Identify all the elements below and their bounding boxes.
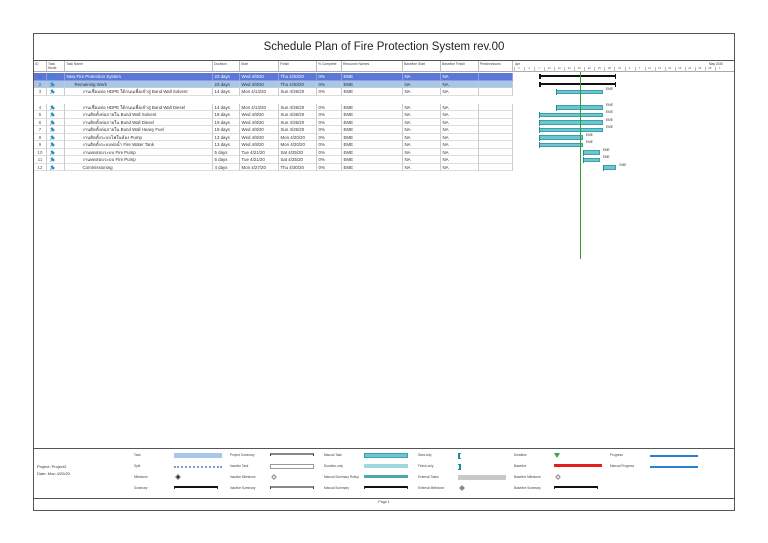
cell-pct[interactable]: 0% (317, 149, 342, 157)
cell-duration[interactable]: 19 days (213, 119, 240, 127)
cell-bfinish[interactable]: NA (441, 156, 479, 164)
print-page (33, 33, 735, 511)
cell-name[interactable]: งานติดตั้งท่อภายใน Bund Wall Heavy Fuel (65, 126, 213, 134)
cell-bfinish[interactable]: NA (441, 141, 479, 149)
legend-swatch-task (174, 453, 222, 458)
cell-duration[interactable]: 5 days (213, 156, 240, 164)
task-bar-resource-label: EME (606, 110, 613, 114)
col-header-duration[interactable]: Duration (213, 61, 240, 72)
cell-bstart[interactable]: NA (403, 149, 441, 157)
legend-swatch-bsummary (554, 486, 598, 489)
timescale-gridline (705, 67, 706, 72)
timescale-tick: 19 (678, 67, 682, 70)
legend-swatch-bmilestone (555, 474, 561, 480)
cell-finish[interactable]: Sat 4/25/20 (279, 156, 317, 164)
task-bar-resource-label: EME (585, 132, 593, 137)
task-bar[interactable] (539, 113, 603, 118)
cell-bstart[interactable]: NA (403, 88, 441, 96)
cell-id[interactable]: 10 (34, 149, 47, 157)
legend-swatch-deadline (554, 453, 560, 458)
legend-label-isummary: Inactive Summary (230, 486, 256, 490)
legend-label-external: External Tasks (418, 475, 439, 479)
timescale-tick: 25 (698, 67, 702, 70)
cell-start[interactable]: Wed 4/8/20 (240, 141, 279, 149)
cell-finish[interactable]: Sun 4/26/20 (279, 111, 317, 119)
cell-pct[interactable]: 0% (317, 156, 342, 164)
cell-duration[interactable]: 13 days (213, 134, 240, 142)
cell-resource[interactable]: EME (342, 126, 403, 134)
cell-start[interactable]: Mon 4/13/20 (240, 88, 279, 96)
col-header-pct[interactable]: % Complete (317, 61, 342, 72)
cell-pred[interactable] (479, 141, 513, 149)
cell-pct[interactable]: 0% (317, 126, 342, 134)
timescale-tick: 25 (597, 67, 601, 70)
timescale-gridline (645, 67, 646, 72)
cell-id[interactable]: 7 (34, 126, 47, 134)
legend-label-psummary: Project Summary (230, 453, 255, 457)
cell-id[interactable]: 3 (34, 88, 47, 96)
task-mode-icon[interactable] (47, 119, 65, 127)
cell-pct[interactable]: 0% (317, 111, 342, 119)
table-row[interactable] (34, 156, 513, 164)
cell-pct[interactable]: 0% (317, 164, 342, 172)
footer-divider (34, 498, 734, 499)
legend-swatch-external (458, 475, 506, 480)
legend-label-split: Split (134, 464, 141, 468)
timescale-tick: 13 (658, 67, 662, 70)
cell-pct[interactable]: 0% (317, 81, 342, 89)
timescale-month-may: May 2020 (709, 62, 723, 66)
legend-label-bsummary: Baseline Summary (514, 486, 541, 490)
cell-bfinish[interactable]: NA (441, 149, 479, 157)
cell-start[interactable]: Wed 4/8/20 (240, 73, 279, 81)
task-mode-icon[interactable] (47, 73, 65, 81)
cell-pred[interactable] (479, 104, 513, 112)
legend-label-bmilestone: Baseline Milestone (514, 475, 541, 479)
legend-swatch-imilestone (271, 474, 277, 480)
timescale-gridline (554, 67, 555, 72)
task-mode-icon[interactable] (47, 126, 65, 134)
cell-bfinish[interactable]: NA (441, 73, 479, 81)
col-header-start[interactable]: Start (240, 61, 279, 72)
timescale-gridline (665, 67, 666, 72)
task-mode-icon[interactable] (47, 88, 65, 96)
timescale-tick: 16 (668, 67, 672, 70)
cell-pct[interactable]: 0% (317, 141, 342, 149)
cell-duration[interactable]: 23 days (213, 81, 240, 89)
table-row[interactable] (34, 73, 513, 81)
cell-pred[interactable] (479, 88, 513, 96)
legend-swatch-duration (364, 464, 408, 468)
cell-finish[interactable]: Thu 4/30/20 (279, 164, 317, 172)
task-bar-resource-label: EME (606, 125, 613, 129)
cell-pred[interactable] (479, 149, 513, 157)
page-title: Schedule Plan of Fire Protection System rev.00 (263, 41, 505, 53)
task-bar[interactable] (539, 120, 603, 125)
legend-label-deadline: Deadline (514, 453, 527, 457)
cell-pct[interactable]: 0% (317, 88, 342, 96)
legend-swatch-isummary (270, 486, 314, 489)
summary-bar[interactable] (539, 83, 616, 85)
cell-finish[interactable]: Mon 4/20/20 (279, 134, 317, 142)
col-header-finish[interactable]: Finish (279, 61, 317, 72)
project-info (37, 463, 70, 477)
cell-resource[interactable]: EME (342, 134, 403, 142)
task-bar-resource-label: EME (619, 162, 627, 167)
cell-start[interactable]: Mon 4/27/20 (240, 164, 279, 172)
timescale-gridline (715, 67, 716, 72)
cell-name[interactable]: Commissioning (65, 164, 213, 172)
cell-bfinish[interactable]: NA (441, 126, 479, 134)
cell-id[interactable]: 11 (34, 156, 47, 164)
cell-bstart[interactable]: NA (403, 73, 441, 81)
cell-pct[interactable]: 0% (317, 73, 342, 81)
legend-label-rollup: Manual Summary Rollup (324, 475, 359, 479)
cell-bfinish[interactable]: NA (441, 119, 479, 127)
task-bar[interactable] (539, 128, 603, 133)
task-mode-icon[interactable] (47, 104, 65, 112)
legend-swatch-inactive (270, 464, 314, 469)
timescale-gridline (574, 67, 575, 72)
timescale-tick: 10 (547, 67, 551, 70)
cell-pct[interactable]: 0% (317, 119, 342, 127)
timescale-gridline (514, 67, 515, 72)
cell-resource[interactable]: EME (342, 104, 403, 112)
cell-bstart[interactable]: NA (403, 156, 441, 164)
task-bar[interactable] (583, 158, 600, 163)
task-bar-start-marker (583, 157, 584, 163)
table-row[interactable] (34, 164, 513, 172)
task-mode-icon[interactable] (47, 149, 65, 157)
task-mode-icon[interactable] (47, 156, 65, 164)
cell-duration[interactable]: 13 days (213, 141, 240, 149)
task-bar[interactable] (539, 143, 583, 148)
timescale-tick: 1 (719, 67, 721, 70)
cell-pct[interactable]: 0% (317, 104, 342, 112)
legend-swatch-summary (174, 486, 218, 489)
task-bar-start-marker (556, 89, 557, 95)
task-bar-resource-label: EME (606, 117, 613, 122)
timescale-tick: 31 (618, 67, 621, 70)
task-bar[interactable] (603, 165, 616, 170)
task-bar[interactable] (539, 135, 583, 140)
table-row[interactable] (34, 88, 513, 96)
timescale-tick: 22 (587, 67, 591, 70)
legend-swatch-progress (650, 455, 698, 457)
legend-swatch-psummary (270, 453, 314, 456)
cell-finish[interactable]: Mon 4/20/20 (279, 141, 317, 149)
cell-bstart[interactable]: NA (403, 81, 441, 89)
task-mode-icon[interactable] (47, 164, 65, 172)
table-row[interactable] (34, 134, 513, 142)
timescale-tick: 16 (567, 67, 571, 70)
timescale-tick: 13 (557, 67, 561, 70)
legend-label-extmilestone: External Milestone (418, 486, 445, 490)
legend-swatch-manual (364, 453, 408, 458)
cell-name[interactable]: งานทดสอบระบบ Fire Pump (65, 156, 213, 164)
page-number: Page 1 (378, 500, 390, 504)
summary-bar-cap (615, 74, 617, 79)
table-row[interactable] (34, 141, 513, 149)
legend-label-baseline: Baseline (514, 464, 527, 468)
timescale-tick: 1 (518, 67, 520, 70)
cell-resource[interactable]: EME (342, 73, 403, 81)
legend-label-summary: Summary (134, 486, 148, 490)
timescale-gridline (614, 67, 615, 72)
cell-finish[interactable]: Sun 4/26/20 (279, 126, 317, 134)
cell-pred[interactable] (479, 73, 513, 81)
cell-id[interactable]: 2 (34, 81, 47, 89)
cell-duration[interactable]: 14 days (213, 104, 240, 112)
cell-id[interactable]: 6 (34, 119, 47, 127)
cell-start[interactable]: Wed 4/8/20 (240, 111, 279, 119)
cell-name[interactable]: งานติดตั้งระบบท่อน้ำ Fire Water Tank (65, 141, 213, 149)
task-bar-start-marker (539, 120, 540, 126)
timescale-gridline (524, 67, 525, 72)
legend-swatch-extmilestone (459, 485, 465, 491)
legend-label-startonly: Start-only (418, 453, 432, 457)
timescale-tick: 7 (638, 67, 641, 70)
legend-label-duration: Duration-only (324, 464, 343, 468)
legend-label-msummary: Manual Summary (324, 486, 349, 490)
project-name: Project: Project2 (37, 464, 67, 469)
task-bar-start-marker (539, 127, 540, 133)
cell-pred[interactable] (479, 164, 513, 172)
legend-label-finishonly: Finish-only (418, 464, 434, 468)
cell-duration[interactable]: 5 days (213, 149, 240, 157)
cell-pred[interactable] (479, 126, 513, 134)
task-bar-resource-label: EME (585, 140, 593, 144)
timescale-tick: 10 (648, 67, 652, 70)
col-header-name[interactable]: Task Name (65, 61, 213, 72)
legend-swatch-msummary (364, 486, 408, 489)
legend-swatch-finishonly (458, 464, 461, 470)
cell-id[interactable]: 9 (34, 141, 47, 149)
cell-bfinish[interactable]: NA (441, 81, 479, 89)
legend-label-imilestone: Inactive Milestone (230, 475, 256, 479)
timescale-gridline (544, 67, 545, 72)
cell-id[interactable]: 5 (34, 111, 47, 119)
table-row[interactable] (34, 149, 513, 157)
cell-resource[interactable]: EME (342, 111, 403, 119)
table-row[interactable] (34, 104, 513, 112)
legend-swatch-milestone (175, 474, 181, 480)
cell-name[interactable]: งานติดตั้งระบบไฟในห้อง Pump (65, 134, 213, 142)
timescale-gridline (685, 67, 686, 72)
col-header-resource[interactable]: Resource Names (342, 61, 403, 72)
timescale-tick: 28 (708, 67, 712, 70)
timescale-tick: 22 (688, 67, 692, 70)
cell-bstart[interactable]: NA (403, 141, 441, 149)
cell-finish[interactable]: Thu 4/30/20 (279, 73, 317, 81)
cell-bfinish[interactable]: NA (441, 164, 479, 172)
cell-pred[interactable] (479, 81, 513, 89)
legend-label-mprogress: Manual Progress (610, 464, 635, 468)
cell-bfinish[interactable]: NA (441, 88, 479, 96)
cell-name[interactable]: Remaining Work (65, 81, 213, 89)
legend-swatch-startonly (458, 453, 461, 459)
cell-start[interactable]: Tue 4/21/20 (240, 156, 279, 164)
timescale-gridline (584, 67, 585, 72)
timescale-gridline (695, 67, 696, 72)
cell-start[interactable]: Wed 4/8/20 (240, 134, 279, 142)
task-bar-start-marker (583, 150, 584, 156)
cell-duration[interactable]: 4 days (213, 164, 240, 172)
cell-resource[interactable]: EME (342, 156, 403, 164)
legend-footer (34, 448, 734, 498)
task-bar-resource-label: EME (602, 147, 610, 152)
task-bar-start-marker (556, 105, 557, 111)
project-date: Date: Mon 4/20/20 (37, 471, 70, 476)
timescale-gridline (635, 67, 636, 72)
legend-label-task: Task (134, 453, 141, 457)
task-mode-icon[interactable] (47, 141, 65, 149)
cell-duration[interactable]: 14 days (213, 88, 240, 96)
cell-finish[interactable]: Thu 4/30/20 (279, 81, 317, 89)
cell-start[interactable]: Wed 4/8/20 (240, 81, 279, 89)
task-bar[interactable] (583, 150, 600, 155)
legend-label-progress: Progress (610, 453, 623, 457)
cell-resource[interactable]: EME (342, 88, 403, 96)
cell-resource[interactable]: EME (342, 119, 403, 127)
legend-swatch-rollup (364, 475, 408, 478)
legend-label-milestone: Milestone (134, 475, 148, 479)
timescale-gridline (564, 67, 565, 72)
col-header-id[interactable]: ID (34, 61, 47, 72)
task-mode-icon[interactable] (47, 81, 65, 89)
task-bar-start-marker (539, 135, 540, 141)
cell-bstart[interactable]: NA (403, 111, 441, 119)
table-row[interactable] (34, 126, 513, 134)
cell-bstart[interactable]: NA (403, 104, 441, 112)
legend-label-inactive: Inactive Task (230, 464, 249, 468)
cell-bfinish[interactable]: NA (441, 111, 479, 119)
cell-pred[interactable] (479, 134, 513, 142)
cell-bstart[interactable]: NA (403, 126, 441, 134)
cell-pct[interactable]: 0% (317, 134, 342, 142)
legend-swatch-mprogress (650, 466, 698, 468)
status-date-line (580, 72, 581, 259)
cell-bfinish[interactable]: NA (441, 134, 479, 142)
cell-pred[interactable] (479, 119, 513, 127)
timescale-tick: 19 (577, 67, 581, 70)
task-bar-start-marker (539, 112, 540, 118)
cell-name[interactable]: งานเชื่อมท่อ HDPE ใต้ถนนเพื่อเข้าสู่ Bund Wall Diesel (65, 104, 213, 112)
cell-start[interactable]: Tue 4/21/20 (240, 149, 279, 157)
task-bar-resource-label: EME (602, 155, 610, 159)
timescale-gridline (675, 67, 676, 72)
legend-label-manual: Manual Task (324, 453, 342, 457)
task-bar-resource-label: EME (606, 102, 613, 107)
cell-name[interactable]: งานเชื่อมท่อ HDPE ใต้ถนนเพื่อเข้าสู่ Bund Wall Solvent (65, 88, 213, 96)
summary-bar-cap (615, 82, 617, 87)
timescale-gridline (604, 67, 605, 72)
cell-name[interactable]: งานทดสอบระบบ Fire Pump (65, 149, 213, 157)
cell-name[interactable]: New Fire Protection System (65, 73, 213, 81)
task-mode-icon[interactable] (47, 134, 65, 142)
cell-finish[interactable]: Sun 4/26/20 (279, 104, 317, 112)
cell-start[interactable]: Wed 4/8/20 (240, 126, 279, 134)
task-bar-start-marker (539, 142, 540, 148)
cell-resource[interactable]: EME (342, 149, 403, 157)
task-mode-icon[interactable] (47, 111, 65, 119)
cell-id[interactable]: 1 (34, 73, 47, 81)
cell-resource[interactable]: EME (342, 81, 403, 89)
col-header-bfinish[interactable]: Baseline Finish (441, 61, 479, 72)
cell-id[interactable]: 4 (34, 104, 47, 112)
legend-swatch-split (174, 466, 222, 468)
cell-id[interactable]: 8 (34, 134, 47, 142)
cell-pred[interactable] (479, 156, 513, 164)
col-header-pred[interactable]: Predecessors (479, 61, 513, 72)
col-header-bstart[interactable]: Baseline Start (403, 61, 441, 72)
cell-bstart[interactable]: NA (403, 119, 441, 127)
cell-start[interactable]: Wed 4/8/20 (240, 119, 279, 127)
timescale-gridline (625, 67, 626, 72)
cell-bstart[interactable]: NA (403, 134, 441, 142)
table-row[interactable] (34, 119, 513, 127)
cell-name[interactable]: งานติดตั้งท่อภายใน Bund Wall Solvent (65, 111, 213, 119)
summary-bar-cap (539, 74, 541, 79)
cell-bstart[interactable]: NA (403, 164, 441, 172)
timescale-gridline (534, 67, 535, 72)
timescale-tick: 7 (538, 67, 540, 70)
cell-resource[interactable]: EME (342, 141, 403, 149)
timescale-gridline (594, 67, 595, 72)
summary-bar[interactable] (539, 75, 616, 77)
timescale-month-apr: Apr (515, 62, 520, 66)
task-bar-resource-label: EME (606, 87, 613, 91)
timescale-tick: 4 (628, 67, 631, 70)
cell-resource[interactable]: EME (342, 164, 403, 172)
cell-finish[interactable]: Sat 4/25/20 (279, 149, 317, 157)
cell-finish[interactable]: Sun 4/26/20 (279, 119, 317, 127)
table-row[interactable] (34, 81, 513, 89)
timescale-tick: 28 (607, 67, 611, 70)
cell-duration[interactable]: 19 days (213, 111, 240, 119)
cell-name[interactable]: งานติดตั้งท่อภายใน Bund Wall Diesel (65, 119, 213, 127)
cell-bfinish[interactable]: NA (441, 104, 479, 112)
cell-duration[interactable]: 19 days (213, 126, 240, 134)
table-row[interactable] (34, 111, 513, 119)
cell-id[interactable]: 12 (34, 164, 47, 172)
timescale-gridline (655, 67, 656, 72)
cell-start[interactable]: Mon 4/13/20 (240, 104, 279, 112)
cell-pred[interactable] (479, 111, 513, 119)
cell-duration[interactable]: 23 days (213, 73, 240, 81)
col-header-mode[interactable]: Task Mode (47, 61, 65, 72)
summary-bar-cap (539, 82, 541, 87)
task-bar-start-marker (603, 165, 604, 171)
timescale-tick: 4 (528, 67, 530, 70)
cell-finish[interactable]: Sun 4/26/20 (279, 88, 317, 96)
timescale-header (513, 61, 734, 72)
legend-swatch-baseline (554, 464, 602, 467)
